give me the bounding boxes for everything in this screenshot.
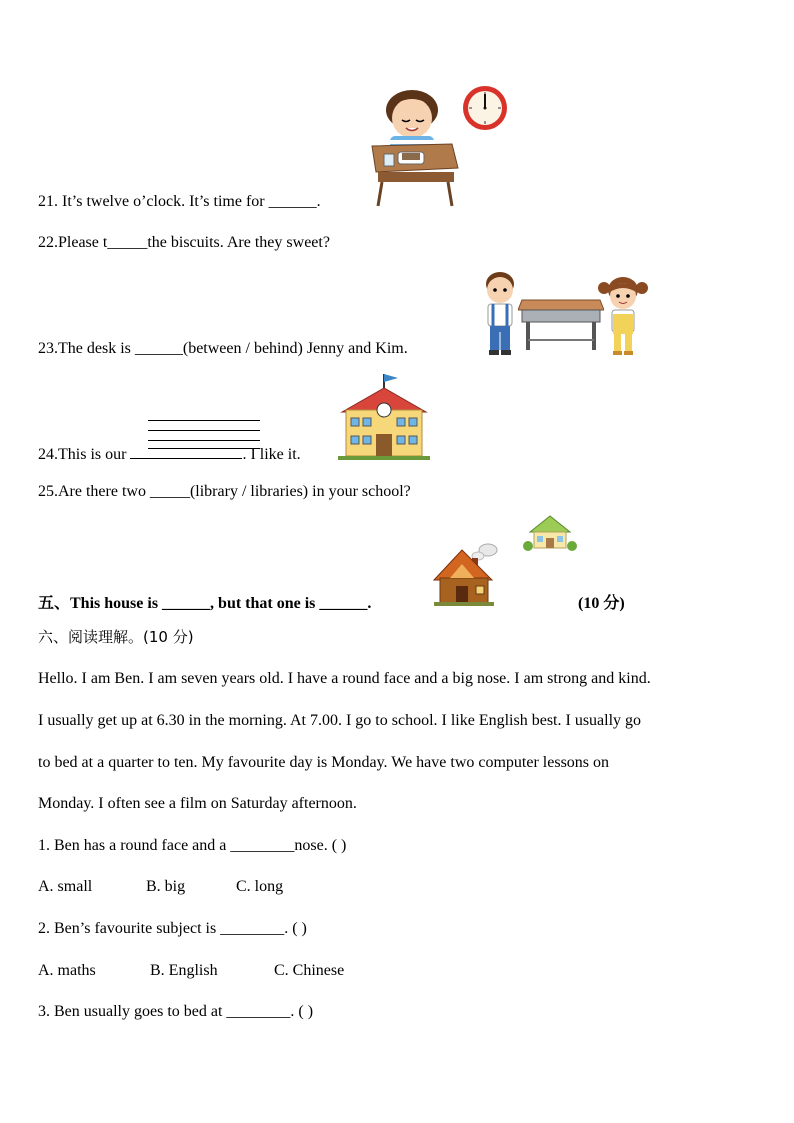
section-5-question: 五、This house is ______, but that one is ______. [38, 595, 372, 612]
question-24 [38, 445, 301, 465]
section-6-title: 六、阅读理解。(10 分) [38, 628, 194, 646]
desk-icon [518, 294, 604, 352]
brown-house-icon [432, 542, 506, 608]
question-3-stem: 3. Ben usually goes to bed at ________. ( ) [38, 1003, 314, 1020]
question-25: 25.Are there two _____(library / libraries) in your school? [38, 483, 411, 500]
question-24-suffix: . I like it. [242, 446, 301, 463]
passage-line-3: to bed at a quarter to ten. My favourite day is Monday. We have two computer lessons on [38, 754, 610, 771]
wall-clock-icon [461, 84, 509, 132]
question-1-option-c: C. long [236, 878, 284, 895]
green-house-icon [522, 512, 578, 552]
answer-line [148, 420, 260, 421]
passage-line-4: Monday. I often see a film on Saturday afternoon. [38, 795, 357, 812]
answer-line [148, 430, 260, 431]
question-22: 22.Please t_____the biscuits. Are they sweet? [38, 234, 330, 251]
school-building-icon [336, 372, 432, 462]
question-2-option-a: A. maths [38, 962, 96, 979]
passage-line-2: I usually get up at 6.30 in the morning. At 7.00. I go to school. I like English best. I usually go [38, 712, 642, 729]
girl-icon [598, 274, 648, 356]
boy-icon [480, 270, 520, 356]
question-24-blank [130, 446, 242, 459]
section-5-score: (10 分) [578, 595, 625, 612]
question-23: 23.The desk is ______(between / behind) Jenny and Kim. [38, 340, 408, 357]
question-21: 21. It’s twelve o’clock. It’s time for ______. [38, 193, 321, 210]
passage-line-1: Hello. I am Ben. I am seven years old. I have a round face and a big nose. I am strong and kind. [38, 670, 651, 687]
question-2-option-b: B. English [150, 962, 218, 979]
question-24-prefix: 24.This is our [38, 446, 127, 463]
question-1-stem: 1. Ben has a round face and a ________nose. ( ) [38, 837, 347, 854]
answer-line [148, 440, 260, 441]
question-2-option-c: C. Chinese [274, 962, 345, 979]
question-1-option-a: A. small [38, 878, 93, 895]
question-1-option-b: B. big [146, 878, 186, 895]
boy-eating-icon [368, 86, 460, 208]
question-2-stem: 2. Ben’s favourite subject is ________. ( ) [38, 920, 307, 937]
